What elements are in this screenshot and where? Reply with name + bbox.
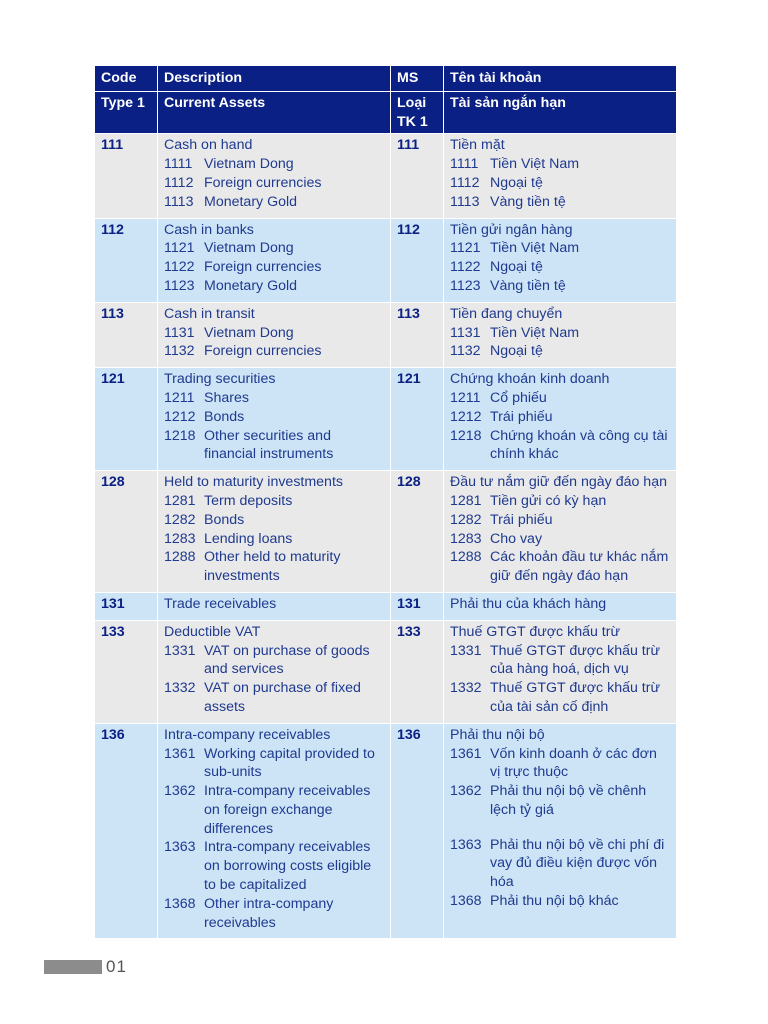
table-row — [95, 302, 677, 367]
sub-account-en — [164, 511, 384, 530]
sub-account-code: 1122 — [450, 259, 481, 276]
sub-account-code: 1212 — [450, 408, 482, 425]
sub-account-name: Tiền gửi có kỳ hạn — [490, 492, 607, 509]
table-row — [95, 218, 677, 302]
table-row — [95, 723, 677, 939]
sub-account-name: Thuế GTGT được khấu trừ của hàng hoá, dịch vụ — [490, 642, 660, 678]
account-code: 121 — [95, 368, 158, 471]
sub-account-code: 1123 — [164, 277, 195, 294]
sub-account-en — [164, 548, 384, 586]
account-code-vi: 133 — [391, 620, 444, 723]
sub-account-name: Ngoại tệ — [490, 174, 543, 191]
sub-account-en — [164, 239, 384, 258]
account-title-en: Trading securities — [164, 371, 276, 388]
account-code: 128 — [95, 471, 158, 593]
sub-account-code: 1211 — [450, 389, 481, 406]
sub-account-name: Working capital provided to sub-units — [204, 745, 375, 781]
description-vi — [444, 368, 677, 471]
sub-account-code: 1282 — [450, 511, 482, 528]
sub-account-name: Ngoại tệ — [490, 343, 543, 360]
sub-account-name: Vietnam Dong — [204, 240, 294, 257]
sub-account-vi — [450, 642, 670, 680]
header-type: Type 1 — [95, 91, 158, 134]
sub-account-name: Vietnam Dong — [204, 156, 294, 173]
sub-account-code: 1121 — [164, 240, 195, 257]
sub-account-code: 1332 — [450, 680, 482, 697]
sub-account-en — [164, 174, 384, 193]
sub-account-name: Vốn kinh doanh ở các đơn vị trực thuộc — [490, 745, 657, 781]
sub-account-code: 1111 — [164, 156, 193, 173]
sub-account-name: Intra-company receivables on foreign exchange differences — [204, 783, 371, 837]
account-code: 131 — [95, 592, 158, 620]
sub-account-code: 1113 — [450, 193, 480, 210]
sub-account-vi — [450, 548, 670, 586]
sub-account-code: 1288 — [450, 549, 482, 566]
account-title-vi: Phải thu nội bộ — [450, 726, 545, 743]
sub-account-name: Vietnam Dong — [204, 324, 294, 341]
sub-account-code: 1368 — [450, 893, 482, 910]
sub-account-en — [164, 838, 384, 894]
sub-account-vi — [450, 892, 670, 911]
sub-account-name: Other intra-company receivables — [204, 895, 334, 931]
sub-account-code: 1211 — [164, 389, 195, 406]
account-code: 113 — [95, 302, 158, 367]
chart-of-accounts-table — [94, 65, 677, 939]
header-ten-tai-khoan: Tên tài khoản — [444, 66, 677, 92]
sub-account-en — [164, 277, 384, 296]
account-title-en: Cash in banks — [164, 221, 254, 238]
sub-account-code: 1113 — [164, 193, 194, 210]
sub-account-name: Vàng tiền tệ — [490, 193, 566, 210]
sub-account-name: Ngoại tệ — [490, 259, 543, 276]
sub-account-vi — [450, 530, 670, 549]
account-code-vi: 131 — [391, 592, 444, 620]
account-code: 133 — [95, 620, 158, 723]
description-en — [158, 620, 391, 723]
sub-account-en — [164, 193, 384, 212]
description-en — [158, 134, 391, 218]
account-code-vi: 121 — [391, 368, 444, 471]
spacer — [450, 820, 670, 836]
account-title-en: Cash on hand — [164, 137, 253, 154]
account-title-en: Cash in transit — [164, 305, 255, 322]
sub-account-code: 1282 — [164, 511, 196, 528]
sub-account-vi — [450, 239, 670, 258]
sub-account-code: 1362 — [450, 783, 482, 800]
sub-account-code: 1281 — [450, 492, 482, 509]
account-title-en: Held to maturity investments — [164, 474, 343, 491]
sub-account-en — [164, 258, 384, 277]
description-vi — [444, 218, 677, 302]
sub-account-name: Vàng tiền tệ — [490, 277, 566, 294]
sub-account-name: Tiền Việt Nam — [490, 156, 580, 173]
sub-account-en — [164, 324, 384, 343]
account-code-vi: 136 — [391, 723, 444, 939]
sub-account-vi — [450, 492, 670, 511]
sub-account-vi — [450, 782, 670, 820]
account-title-vi: Phải thu của khách hàng — [450, 595, 607, 612]
description-en — [158, 302, 391, 367]
sub-account-name: Phải thu nội bộ khác — [490, 893, 619, 910]
account-code: 136 — [95, 723, 158, 939]
header-category-vi: Tài sản ngắn hạn — [444, 91, 677, 134]
sub-account-code: 1123 — [450, 277, 481, 294]
sub-account-en — [164, 679, 384, 717]
sub-account-code: 1131 — [450, 324, 481, 341]
description-en — [158, 592, 391, 620]
sub-account-code: 1121 — [450, 240, 481, 257]
sub-account-code: 1212 — [164, 408, 196, 425]
account-code-vi: 113 — [391, 302, 444, 367]
sub-account-code: 1111 — [450, 156, 479, 173]
sub-account-vi — [450, 174, 670, 193]
sub-account-code: 1132 — [450, 343, 481, 360]
sub-account-name: Monetary Gold — [204, 277, 298, 294]
account-title-vi: Tiền gửi ngân hàng — [450, 221, 573, 238]
sub-account-name: Cho vay — [490, 530, 543, 547]
sub-account-name: Tiền Việt Nam — [490, 324, 580, 341]
sub-account-vi — [450, 408, 670, 427]
page-number: 01 — [106, 957, 127, 976]
sub-account-en — [164, 642, 384, 680]
account-code-vi: 112 — [391, 218, 444, 302]
sub-account-vi — [450, 745, 670, 783]
sub-account-name: Chứng khoán và công cụ tài chính khác — [490, 427, 668, 463]
sub-account-en — [164, 427, 384, 465]
sub-account-vi — [450, 155, 670, 174]
page-footer — [44, 957, 127, 977]
sub-account-name: Foreign currencies — [204, 259, 322, 276]
sub-account-name: Shares — [204, 389, 249, 406]
header-row — [95, 66, 677, 92]
account-title-en: Intra-company receivables — [164, 726, 331, 743]
category-row — [95, 91, 677, 134]
table-row — [95, 592, 677, 620]
account-code: 111 — [95, 134, 158, 218]
sub-account-code: 1218 — [450, 427, 482, 444]
sub-account-name: Các khoản đầu tư khác nắm giữ đến ngày đáo hạn — [490, 549, 669, 585]
header-description: Description — [158, 66, 391, 92]
account-code-vi: 128 — [391, 471, 444, 593]
table-row — [95, 620, 677, 723]
sub-account-code: 1288 — [164, 549, 196, 566]
sub-account-vi — [450, 258, 670, 277]
sub-account-name: VAT on purchase of goods and services — [204, 642, 370, 678]
sub-account-code: 1112 — [450, 174, 480, 191]
account-title-en: Deductible VAT — [164, 623, 261, 640]
sub-account-code: 1331 — [450, 642, 482, 659]
table-row — [95, 368, 677, 471]
sub-account-name: Other securities and financial instruments — [204, 427, 334, 463]
sub-account-en — [164, 408, 384, 427]
sub-account-code: 1131 — [164, 324, 195, 341]
sub-account-name: Foreign currencies — [204, 343, 322, 360]
sub-account-vi — [450, 836, 670, 892]
description-vi — [444, 592, 677, 620]
sub-account-name: Bonds — [204, 511, 245, 528]
sub-account-vi — [450, 389, 670, 408]
sub-account-name: Monetary Gold — [204, 193, 298, 210]
account-title-vi: Đầu tư nắm giữ đến ngày đáo hạn — [450, 474, 667, 491]
sub-account-vi — [450, 511, 670, 530]
sub-account-en — [164, 342, 384, 361]
sub-account-name: Foreign currencies — [204, 174, 322, 191]
sub-account-name: Cổ phiếu — [490, 389, 547, 406]
sub-account-name: Thuế GTGT được khấu trừ của tài sản cố định — [490, 680, 660, 715]
header-category-en: Current Assets — [158, 91, 391, 134]
sub-account-code: 1363 — [164, 839, 196, 856]
sub-account-code: 1283 — [164, 530, 196, 547]
sub-account-en — [164, 745, 384, 783]
sub-account-name: Lending loans — [204, 530, 293, 547]
description-vi — [444, 471, 677, 593]
sub-account-name: Tiền Việt Nam — [490, 240, 580, 257]
sub-account-name: Intra-company receivables on borrowing costs eligible to be capitalized — [204, 839, 372, 894]
sub-account-vi — [450, 342, 670, 361]
header-code: Code — [95, 66, 158, 92]
header-ms: MS — [391, 66, 444, 92]
sub-account-name: Term deposits — [204, 492, 293, 509]
sub-account-name: VAT on purchase of fixed assets — [204, 680, 361, 715]
sub-account-code: 1331 — [164, 642, 196, 659]
description-en — [158, 368, 391, 471]
sub-account-code: 1361 — [450, 745, 482, 762]
sub-account-name: Other held to maturity investments — [204, 549, 341, 585]
sub-account-vi — [450, 324, 670, 343]
description-en — [158, 218, 391, 302]
sub-account-name: Bonds — [204, 408, 245, 425]
description-vi — [444, 134, 677, 218]
sub-account-en — [164, 895, 384, 933]
sub-account-name: Phải thu nội bộ về chênh lệch tỷ giá — [490, 783, 647, 818]
table-row — [95, 471, 677, 593]
sub-account-en — [164, 389, 384, 408]
sub-account-en — [164, 530, 384, 549]
sub-account-name: Trái phiếu — [490, 408, 553, 425]
sub-account-en — [164, 155, 384, 174]
sub-account-code: 1368 — [164, 895, 196, 912]
header-loai: Loại TK 1 — [391, 91, 444, 134]
sub-account-name: Trái phiếu — [490, 511, 553, 528]
sub-account-name: Phải thu nội bộ về chi phí đi vay đủ điều kiện được vốn hóa — [490, 836, 665, 891]
account-title-en: Trade receivables — [164, 595, 277, 612]
sub-account-code: 1332 — [164, 680, 196, 697]
sub-account-code: 1363 — [450, 836, 482, 853]
description-vi — [444, 302, 677, 367]
sub-account-vi — [450, 679, 670, 717]
sub-account-vi — [450, 193, 670, 212]
sub-account-en — [164, 492, 384, 511]
account-title-vi: Tiền mặt — [450, 137, 505, 154]
table-row — [95, 134, 677, 218]
sub-account-code: 1362 — [164, 783, 196, 800]
description-vi — [444, 723, 677, 939]
account-title-vi: Thuế GTGT được khấu trừ — [450, 623, 620, 640]
description-en — [158, 723, 391, 939]
description-en — [158, 471, 391, 593]
sub-account-vi — [450, 277, 670, 296]
sub-account-code: 1132 — [164, 343, 195, 360]
account-code: 112 — [95, 218, 158, 302]
sub-account-code: 1361 — [164, 745, 196, 762]
sub-account-code: 1218 — [164, 427, 196, 444]
sub-account-code: 1281 — [164, 492, 196, 509]
footer-bar — [44, 960, 102, 974]
description-vi — [444, 620, 677, 723]
sub-account-code: 1122 — [164, 259, 195, 276]
sub-account-code: 1283 — [450, 530, 482, 547]
sub-account-en — [164, 782, 384, 838]
sub-account-code: 1112 — [164, 174, 194, 191]
account-title-vi: Tiền đang chuyển — [450, 305, 563, 322]
account-code-vi: 111 — [391, 134, 444, 218]
account-title-vi: Chứng khoán kinh doanh — [450, 371, 610, 388]
sub-account-vi — [450, 427, 670, 465]
